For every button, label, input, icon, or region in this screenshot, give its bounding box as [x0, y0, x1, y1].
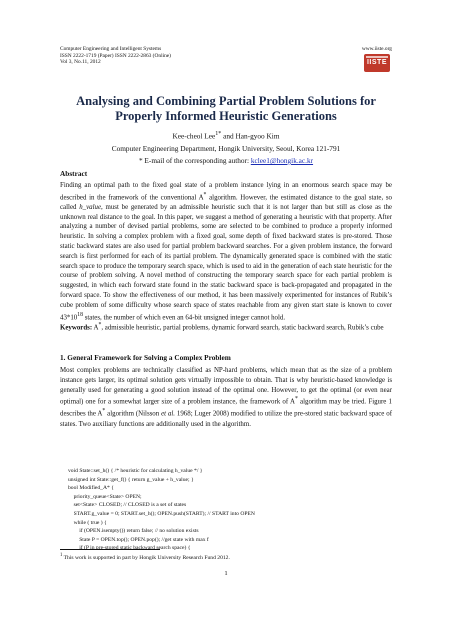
keywords-rest: , admissible heuristic, partial problems, dynamic forward search, static backward search, Rubik’s cube [101, 324, 384, 332]
author-list [40, 131, 412, 140]
code-line: State P = OPEN.top(); OPEN.pop(); //get state with max f [68, 536, 209, 543]
keywords-label: Keywords: [60, 324, 93, 332]
author-conjunction: and [221, 131, 236, 141]
code-line: START.g_value = 0; START.set_h(); OPEN.push(START); // START into OPEN [68, 510, 255, 517]
section-1-body [60, 366, 392, 429]
corresponding-email [40, 156, 412, 165]
abstract-sup-2: 18 [77, 311, 83, 318]
section-text-4: 1968; Luger 2008) modified to utilize the pre-stored static backward space of states. Two auxiliary functions are additionally used in the algorithm. [60, 410, 392, 428]
algorithm-listing [68, 467, 255, 553]
iiste-logo [364, 54, 390, 72]
section-1-heading: 1. General Framework for Solving a Complex Problem [60, 353, 231, 362]
code-line: void State::set_h() { /* heuristic for calculating h_value */ } [68, 468, 203, 474]
footnote-text: This work is supported in part by Hongik University Research Fund 2012. [62, 554, 230, 561]
issn-line: ISSN 2222-1719 (Paper) ISSN 2222-2863 (Online) [60, 52, 171, 59]
paper-title [40, 94, 412, 124]
logo-text: IISTE [366, 59, 387, 66]
footnote-mark: 1 [60, 553, 63, 558]
author-1: Kee-cheol Lee [172, 131, 216, 141]
section-text-2: algorithm may be tried. Figure 1 describes the A [60, 398, 393, 418]
section-etal: et al. [161, 410, 176, 418]
author-1-marks: 1* [215, 131, 222, 137]
email-prefix: * E-mail of the corresponding author: [138, 156, 251, 165]
section-text-1: Most complex problems are technically classified as NP-hard problems, which mean that as the size of a problem instance gets larger, its optimal solution gets virtually impossible to obtain. That is why heuristic-based knowledge is generally used for generating a good solution instead of the optimal one. However, to get the optimal (or even near optimal) one for a somewhat larger size of a problem instance, the framework of A [60, 367, 392, 406]
code-line: while ( true ) { [68, 519, 107, 526]
abstract-body [60, 181, 392, 323]
code-line: if (P in pre-stored static backward search space) { [68, 545, 191, 552]
abstract-sup-1: * [203, 191, 207, 198]
running-header [60, 46, 171, 66]
affiliation: Computer Engineering Department, Hongik University, Seoul, Korea 121-791 [111, 144, 341, 153]
footnote-divider [60, 549, 160, 550]
abstract-heading: Abstract [60, 169, 88, 178]
code-line: bool Modified_A* { [68, 485, 114, 492]
code-line: priority_queue<State> OPEN; [68, 493, 142, 500]
section-sup-2: * [102, 408, 106, 415]
page-number: 1 [224, 570, 228, 577]
keyword-astar: A [92, 324, 99, 332]
section-text-3: algorithm (Nilsson [105, 410, 162, 418]
footnote [60, 553, 230, 561]
code-line: set<State> CLOSED; // CLOSED is a set of states [68, 502, 187, 509]
abstract-text-3: , must be generated by an admissible heuristic such that it is not larger than but still as close as the unknown real distance to the goal. In this paper, we suggest a method of generating a heuristic with that property. After analyzing a number of devised partial problems, some are selected to be combined to produce a properly informed heuristic. In solving a complex problem with a fixed goal, some depth of fixed backward states is pre-stored. Those static backward states are also used for partial problem backward searches. For a given problem instance, the forward search is first performed for each of its partial problem. The dynamically generated space is combined with the static search space to produce the temporary search space, which is used to aid in the generation of each state heuristic for the course of problem solving. A novel method of constructing the temporary search space for each partial problem is suggested, in which each forward state found in the static backward space is back-propagated and propagated in the forward space. To show the effectiveness of our method, it has been massively experimented for instances of Rubik’s cube problem of some difficulty whose search space of states reachable from any given start state is known to cover 43*10 [60, 203, 392, 321]
code-line: unsigned int State::get_f() { return g_value + h_value; } [68, 476, 194, 483]
author-2: Han-gyoo Kim [235, 131, 280, 141]
journal-url[interactable]: www.iiste.org [361, 46, 392, 52]
section-sup-1: * [294, 396, 298, 403]
title-line-1: Analysing and Combining Partial Problem Solutions for [76, 94, 376, 108]
keywords [60, 321, 392, 333]
abstract-text-1: Finding an optimal path to the fixed goal state of a problem instance lying in an enormous search space may be described in the framework of the conventional A [60, 182, 392, 202]
keyword-astar-sup: * [98, 322, 102, 328]
code-line: if (OPEN.isempty()) return false; // no solution exists [68, 528, 199, 535]
abstract-text-2: algorithm. However, the estimated distance to the goal state, so called [60, 194, 392, 211]
abstract-hvalue: h_value [79, 203, 102, 211]
title-line-2: Properly Informed Heuristic Generations [115, 109, 337, 123]
email-link[interactable]: kclee1@hongik.ac.kr [250, 156, 314, 165]
journal-name: Computer Engineering and Intelligent Systems [60, 46, 162, 52]
volume-line: Vol 3, No.11, 2012 [60, 59, 101, 66]
abstract-text-4: states, the number of which even an 64-bit unsigned integer cannot hold. [82, 313, 286, 321]
